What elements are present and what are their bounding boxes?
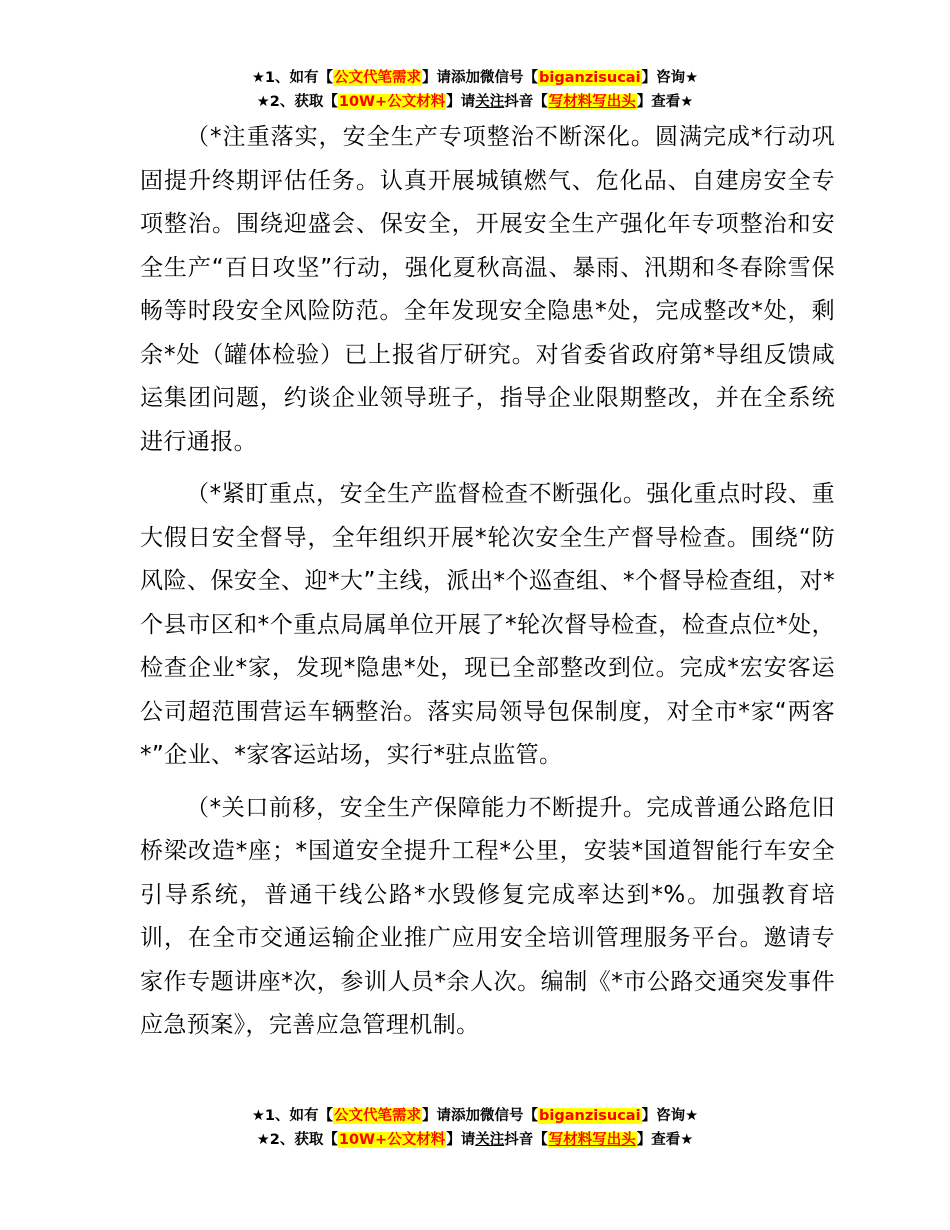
banner-line2-mid2: 抖音【: [504, 94, 548, 110]
footer-banner: [0, 1104, 950, 1152]
footer-line2-follow: 关注: [475, 1132, 505, 1148]
banner-line2-suffix: 】查看★: [636, 94, 694, 110]
footer-line1-mid: 】请添加微信号【: [422, 1108, 539, 1124]
footer-line2-mid2: 抖音【: [504, 1132, 548, 1148]
paragraph-special-rectification: （*注重落实，安全生产专项整治不断深化。圆满完成*行动巩固提升终期评估任务。认真开展城镇燃气、危化品、自建房安全专项整治。围绕迎盛会、保安全，开展安全生产强化年专项整治和安全生产“百日攻坚”行动，强化夏秋高温、暴雨、汛期和冬春除雪保畅等时段安全风险防范。全年发现安全隐患*处，完成整改*处，剩余*处（罐体检验）已上报省厅研究。对省委省政府第*导组反馈咸运集团问题，约谈企业领导班子，指导企业限期整改，并在全系统进行通报。: [140, 124, 835, 455]
footer-line2-suffix: 】查看★: [636, 1132, 694, 1148]
banner-line2-mid1: 】请: [446, 94, 476, 110]
footer-line1-prefix: ★1、如有【: [251, 1108, 334, 1124]
banner-line2-highlight-materials: 10W+公文材料: [338, 94, 446, 110]
paragraph-supervision-inspection: （*紧盯重点，安全生产监督检查不断强化。强化重点时段、重大假日安全督导，全年组织开展*轮次安全生产督导检查。围绕“防风险、保安全、迎*大”主线，派出*个巡查组、*个督导检查组，对*个县市区和*个重点局属单位开展了*轮次督导检查，检查点位*处，检查企业*家，发现*隐患*处，现已全部整改到位。完成*宏安客运公司超范围营运车辆整治。落实局领导包保制度，对全市*家“两客*”企业、*家客运站场，实行*驻点监管。: [140, 481, 835, 768]
banner-line1-mid: 】请添加微信号【: [422, 70, 539, 86]
banner-line1-highlight-service: 公文代笔需求: [334, 70, 422, 86]
banner-line-2: [0, 90, 950, 114]
footer-line2-prefix: ★2、获取【: [256, 1132, 338, 1148]
document-body: [140, 116, 835, 1057]
banner-line1-highlight-wechat: biganzisucai: [539, 70, 641, 86]
paragraph-safety-assurance: （*关口前移，安全生产保障能力不断提升。完成普通公路危旧桥梁改造*座；*国道安全提升工程*公里，安装*国道智能行车安全引导系统，普通干线公路*水毁修复完成率达到*%。加强教育培训，在全市交通运输企业推广应用安全培训管理服务平台。邀请专家作专题讲座*次，参训人员*余人次。编制《*市公路交通突发事件应急预案》，完善应急管理机制。: [140, 794, 835, 1038]
footer-line1-highlight-service: 公文代笔需求: [334, 1108, 422, 1124]
footer-line1-highlight-wechat: biganzisucai: [539, 1108, 641, 1124]
footer-line2-highlight-account: 写材料写出头: [548, 1132, 636, 1148]
footer-line2-highlight-materials: 10W+公文材料: [338, 1132, 446, 1148]
footer-banner-line-1: [0, 1104, 950, 1128]
footer-banner-line-2: [0, 1128, 950, 1152]
banner-line1-suffix: 】咨询★: [641, 70, 699, 86]
banner-line1-prefix: ★1、如有【: [251, 70, 334, 86]
banner-line2-highlight-account: 写材料写出头: [548, 94, 636, 110]
banner-line2-follow: 关注: [475, 94, 505, 110]
footer-line2-mid1: 】请: [446, 1132, 476, 1148]
footer-line1-suffix: 】咨询★: [641, 1108, 699, 1124]
banner-line-1: [0, 66, 950, 90]
banner-line2-prefix: ★2、获取【: [256, 94, 338, 110]
header-banner: [0, 66, 950, 114]
